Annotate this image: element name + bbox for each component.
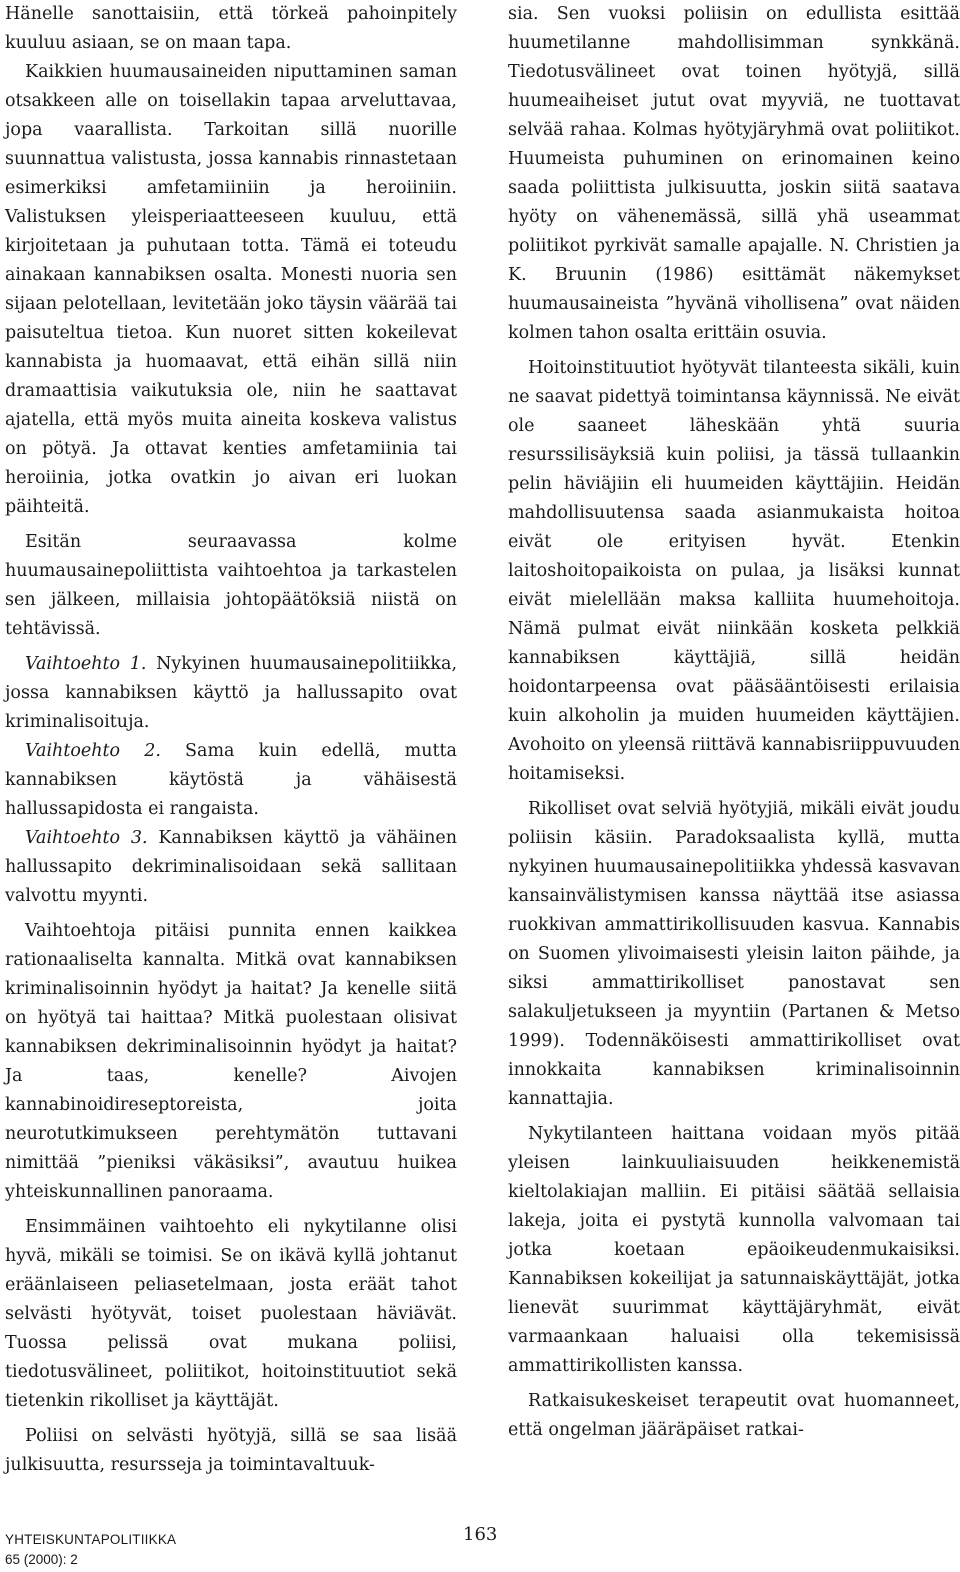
- page-footer: [5, 1530, 176, 1570]
- alternative-2: [5, 737, 457, 824]
- journal-issue: 65 (2000): 2: [5, 1552, 78, 1567]
- paragraph: Vaihtoehtoja pitäisi punnita ennen kaikkea rationaaliselta kannalta. Mitkä ovat kannabiksen kriminalisoinnin hyödyt ja haitat? Ja kenelle siitä on hyötyä tai haittaa? Mitkä puolestaan olisivat kannabiksen dekriminalisoinnin hyödyt ja haitat? Ja taas, kenelle? Aivojen kannabinoidireseptoreista, joita neurotutkimukseen perehtymätön tuttavani nimittää ”pieniksi väkäsiksi”, avautuu huikea yhteiskunnallinen panoraama.: [5, 921, 457, 1202]
- right-column: [508, 0, 960, 1445]
- paragraph: Ratkaisukeskeiset terapeutit ovat huomanneet, että ongelman jääräpäiset ratkai-: [508, 1391, 960, 1440]
- alternative-3-text: Kannabiksen käyttö ja vähäinen hallussapito dekriminalisoidaan sekä sallitaan valvottu myynti.: [5, 828, 457, 906]
- alternative-3-label: Vaihtoehto 3.: [25, 828, 148, 848]
- paragraph: Nykytilanteen haittana voidaan myös pitää yleisen lainkuuliaisuuden heikkenemistä kieltolakiajan malliin. Ei pitäisi säätää sellaisia lakeja, joita ei pystytä kunnolla valvomaan tai jotka koetaan epäoikeudenmukaisiksi. Kannabiksen kokeilijat ja satunnaiskäyttäjät, jotka lienevät suurimmat käyttäjäryhmät, eivät varmaankaan haluaisi olla tekemisissä ammattirikollisten kanssa.: [508, 1124, 960, 1376]
- paragraph: Poliisi on selvästi hyötyjä, sillä se saa lisää julkisuutta, resursseja ja toimintavaltuuk-: [5, 1426, 457, 1475]
- paragraph: Hoitoinstituutiot hyötyvät tilanteesta sikäli, kuin ne saavat pidettyä toimintansa käynnissä. Ne eivät ole saaneet läheskään yhtä suuria resurssilisäyksiä kuin poliisi, ja tässä tullaankin pelin häviäjiin eli huumeiden käyttäjiin. Heidän mahdollisuutensa saada asianmukaista hoitoa eivät ole erityisen hyvät. Etenkin laitoshoitopaikoista on pulaa, ja lisäksi kunnat eivät mielellään maksa kalliita huumehoitoja. Nämä pulmat eivät niinkään kosketa pelkkiä kannabiksen käyttäjiä, sillä heidän hoidontarpeensa ovat pääsääntöisesti erilaisia kuin alkoholin ja muiden huumeiden käyttäjien. Avohoito on yleensä riittävä kannabisriippuvuuden hoitamiseksi.: [508, 358, 960, 784]
- alternative-1: [5, 650, 457, 737]
- page-number: 163: [463, 1524, 498, 1545]
- alternative-1-text: Nykyinen huumausainepolitiikka, jossa kannabiksen käyttö ja hallussapito ovat kriminalisoituja.: [5, 654, 458, 732]
- alternative-2-label: Vaihtoehto 2.: [25, 741, 161, 761]
- alternative-1-label: Vaihtoehto 1.: [25, 654, 147, 674]
- paragraph: Esitän seuraavassa kolme huumausainepoliittista vaihtoehtoa ja tarkastelen sen jälkeen, millaisia johtopäätöksiä niistä on tehtävissä.: [5, 532, 457, 639]
- paragraph-continued: sia. Sen vuoksi poliisin on edullista esittää huumetilanne mahdollisimman synkkänä. Tiedotusvälineet ovat toinen hyötyjä, sillä huumeaiheiset jutut ovat myyviä, ne tuottavat selvää rahaa. Kolmas hyötyjäryhmä ovat poliitikot. Huumeista puhuminen on erinomainen keino saada poliittista julkisuutta, joskin siitä saatava hyöty on vähenemässä, sillä yhä useammat poliitikot pyrkivät samalle apajalle. N. Christien ja K. Bruunin (1986) esittämät näkemykset huumausaineista ”hyvänä vihollisena” ovat näiden kolmen tahon osalta erittäin osuvia.: [508, 4, 960, 343]
- journal-name: YHTEISKUNTAPOLITIIKKA: [5, 1532, 177, 1547]
- left-column: [5, 0, 457, 1480]
- paragraph: Rikolliset ovat selviä hyötyjiä, mikäli eivät joudu poliisin käsiin. Paradoksaalista kyllä, mutta nykyinen huumausainepolitiikka yhdessä kasvavan kansainvälistymisen kanssa näyttää itse asiassa ruokkivan ammattirikollisuuden kasvua. Kannabis on Suomen ylivoimaisesti yleisin laiton päihde, ja siksi ammattirikolliset panostavat sen salakuljetukseen ja myyntiin (Partanen & Metso 1999). Todennäköisesti ammattirikolliset ovat innokkaita kannabiksen kriminalisoinnin kannattajia.: [508, 799, 960, 1109]
- paragraph-continued: Hänelle sanottaisiin, että törkeä pahoinpitely kuuluu asiaan, se on maan tapa.: [5, 4, 457, 53]
- paragraph: Kaikkien huumausaineiden niputtaminen saman otsakkeen alle on toisellakin tapaa arveluttavaa, jopa vaarallista. Tarkoitan sillä nuorille suunnattua valistusta, jossa kannabis rinnastetaan esimerkiksi amfetamiiniin ja heroiiniin. Valistuksen yleisperiaatteeseen kuuluu, että kirjoitetaan ja puhutaan totta. Tämä ei toteudu ainakaan kannabiksen osalta. Monesti nuoria sen sijaan pelotellaan, levitetään joko täysin väärää tai paisuteltua tietoa. Kun nuoret sitten kokeilevat kannabista ja huomaavat, että eihän sillä niin dramaattisia vaikutuksia ole, niin he saattavat ajatella, että myös muita aineita koskeva valistus on pötyä. Ja ottavat kenties amfetamiinia tai heroiinia, jotka ovatkin jo aivan eri luokan päihteitä.: [5, 62, 457, 517]
- paragraph: Ensimmäinen vaihtoehto eli nykytilanne olisi hyvä, mikäli se toimisi. Se on ikävä kyllä johtanut eräänlaiseen peliasetelmaan, josta eräät tahot selvästi hyötyvät, toiset puolestaan häviävät. Tuossa pelissä ovat mukana poliisi, tiedotusvälineet, poliitikot, hoitoinstituutiot sekä tietenkin rikolliset ja käyttäjät.: [5, 1217, 457, 1411]
- alternative-2-text: Sama kuin edellä, mutta kannabiksen käytöstä ja vähäisestä hallussapidosta ei rangaista.: [5, 741, 457, 819]
- alternative-3: [5, 824, 457, 911]
